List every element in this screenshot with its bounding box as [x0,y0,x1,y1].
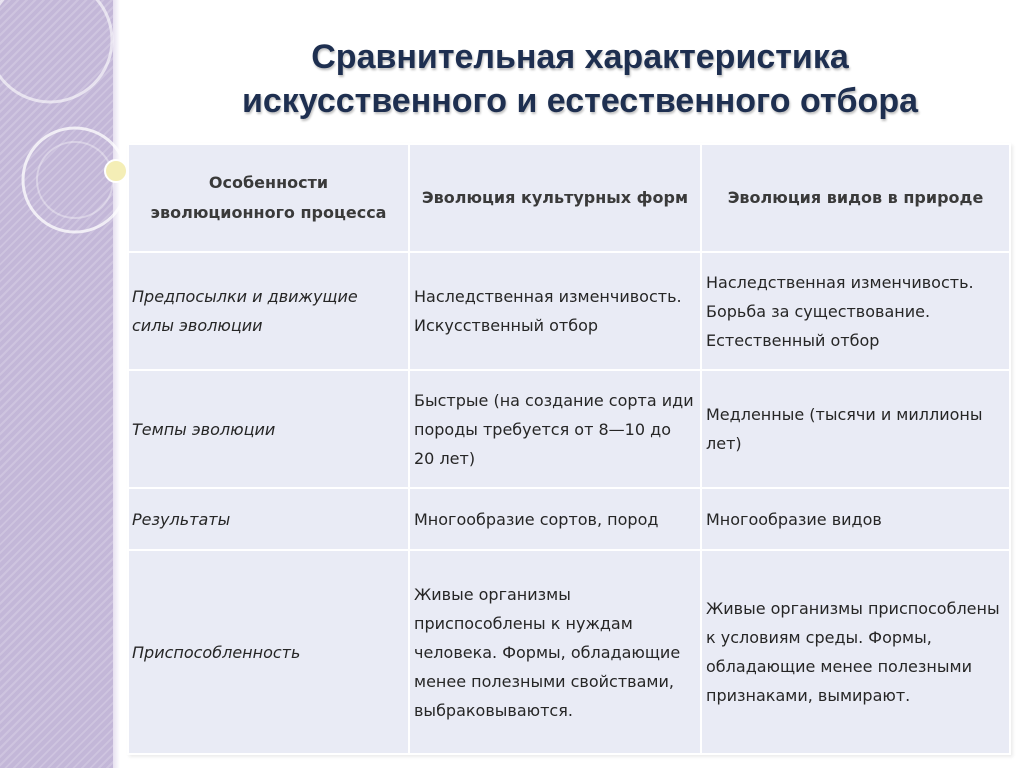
header-natural-evolution: Эволюция видов в природе [701,144,1010,252]
row-cultural-cell: Быстрые (на создание сорта иди породы требуется от 8—10 до 20 лет) [409,370,701,488]
header-cultural-evolution: Эволюция культурных форм [409,144,701,252]
title-line-1: Сравнительная характеристика [311,37,849,76]
table-row [128,252,1010,370]
table-row [128,488,1010,550]
row-natural-cell: Наследственная изменчивость. Борьба за существование. Естественный отбор [701,252,1010,370]
table-header-row [128,144,1010,252]
row-cultural-cell: Наследственная изменчивость. Искусственный отбор [409,252,701,370]
row-feature-cell: Результаты [128,488,409,550]
large-ring-shape [0,0,112,102]
row-cultural-cell: Многообразие сортов, пород [409,488,701,550]
row-feature-cell: Темпы эволюции [128,370,409,488]
comparison-table [127,143,1011,755]
row-natural-cell: Живые организмы приспособлены к условиям среды. Формы, обладающие менее полезными признаками, вымирают. [701,550,1010,754]
slide-title [180,35,980,123]
decorative-rings [0,0,140,260]
row-feature-cell: Предпосылки и движущие силы эволюции [128,252,409,370]
table-row [128,550,1010,754]
row-natural-cell: Медленные (тысячи и миллионы лет) [701,370,1010,488]
row-feature-cell: Приспособленность [128,550,409,754]
row-cultural-cell: Живые организмы приспособлены к нуждам человека. Формы, обладающие менее полезными свойствами, выбраковываются. [409,550,701,754]
table-row [128,370,1010,488]
inner-ring-shape [37,142,113,218]
row-natural-cell: Многообразие видов [701,488,1010,550]
title-line-2: искусственного и естественного отбора [241,81,919,120]
header-feature: Особенности эволюционного процесса [128,144,409,252]
pearl-bead-shape [105,160,127,182]
